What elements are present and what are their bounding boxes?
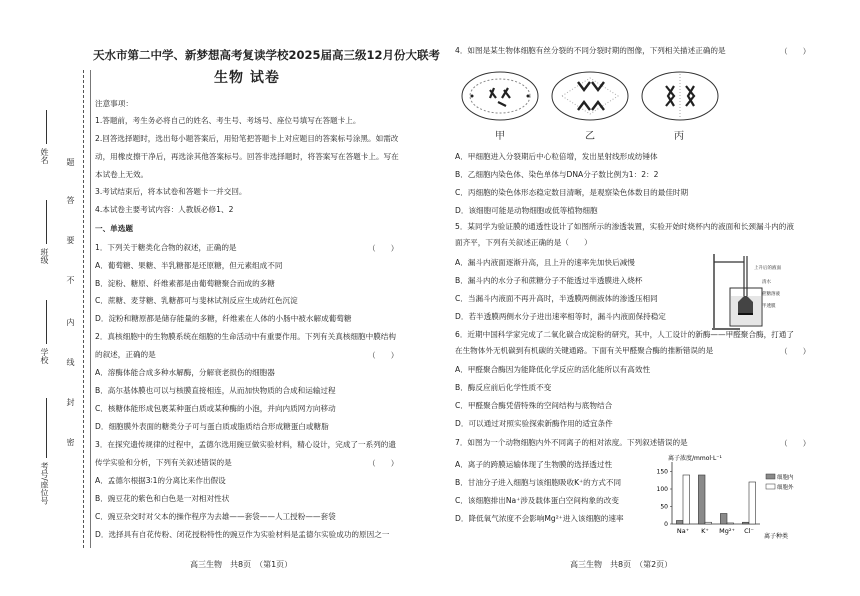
- option-line: B．漏斗内的水分子和蔗糖分子不能透过半透膜进入烧杯: [455, 276, 643, 285]
- chart-x-tick-label: Na⁺: [676, 527, 690, 535]
- class-blank: [46, 200, 47, 244]
- side-label-class: 班级: [40, 248, 49, 264]
- question-line: 传学实验和分析，下列有关叙述错误的是: [95, 458, 232, 467]
- option-line: D．细胞膜外表面的糖类分子可与蛋白质或脂质结合形成糖蛋白或糖脂: [95, 422, 329, 431]
- chart-bar: [742, 522, 749, 524]
- option-line: C．蔗糖、麦芽糖、乳糖都可与斐林试剂反应生成砖红色沉淀: [95, 296, 298, 305]
- seal-char: 题: [66, 158, 75, 166]
- notice-line: 3.考试结束后，将本试卷和答题卡一并交回。: [95, 187, 247, 196]
- cell-yi: [552, 72, 628, 120]
- notice-line: 本试卷上无效。: [95, 170, 149, 179]
- option-line: A．葡萄糖、果糖、半乳糖都是还原糖，但元素组成不同: [95, 261, 283, 270]
- page-footer: 高三生物 共8页 （第1页）: [190, 560, 293, 569]
- notice-line: 2.回答选择题时，选出每小题答案后，用铅笔把答题卡上对应题目的答案标号涂黑。如需改: [95, 134, 399, 143]
- seal-char: 封: [66, 398, 75, 406]
- chart-y-tick-label: 0: [664, 521, 668, 528]
- question-line: 面齐平，下列有关叙述正确的是（ ）: [455, 238, 592, 247]
- chart-x-tick-label: K⁺: [701, 527, 709, 535]
- option-line: C．核糖体能形成包裹某种蛋白质或某种酶的小泡，并向内质网方向移动: [95, 404, 336, 413]
- answer-paren: （ ）: [368, 459, 399, 468]
- notice-title: 注意事项：: [95, 99, 133, 108]
- question-line: 4．如图是某生物体细胞有丝分裂的不同分裂时期的图像，下列相关描述正确的是: [455, 46, 726, 55]
- question-line: 1．下列关于糖类化合物的叙述，正确的是: [95, 243, 237, 252]
- section-heading: 一、单选题: [95, 224, 133, 233]
- side-label-seat: 考号/座位号: [40, 462, 49, 505]
- question-line: 7．如图为一个动物细胞内外不同离子的相对浓度。下列叙述错误的是: [455, 438, 688, 447]
- cell-jia: [462, 72, 538, 120]
- seal-char: 线: [66, 358, 75, 366]
- legend-swatch-inside: [766, 474, 775, 479]
- chart-x-tick-label: Mg²⁺: [719, 527, 735, 535]
- option-line: C．当漏斗内液面不再升高时，半透膜两侧液体的渗透压相同: [455, 294, 658, 303]
- chart-bar: [683, 475, 690, 524]
- option-line: D．可以通过对照实验探索新酶作用的适宜条件: [455, 419, 613, 428]
- option-line: C．丙细胞的染色体形态稳定数目清晰，是观察染色体数目的最佳时期: [455, 188, 689, 197]
- apparatus-label: 清水: [762, 280, 771, 285]
- side-label-name: 姓名: [40, 148, 49, 164]
- chart-ylabel: 离子浓度/mmol·L⁻¹: [668, 455, 722, 462]
- question-line: 2．真核细胞中的生物膜系统在细胞的生命活动中有重要作用。下列有关真核细胞中膜结构: [95, 332, 396, 341]
- seal-char: 不: [66, 276, 75, 284]
- page-footer: 高三生物 共8页 （第2页）: [570, 560, 673, 569]
- exam-title: 天水市第二中学、新梦想高考复读学校2025届高三级12月份大联考: [93, 48, 441, 62]
- chart-y-tick-label: 50: [660, 503, 668, 511]
- option-line: D．选择具有自花传粉、闭花授粉特性的豌豆作为实验材料是孟德尔实验成功的原因之一: [95, 530, 390, 539]
- option-line: B．酶反应前后化学性质不变: [455, 383, 552, 392]
- seal-char: 密: [66, 438, 75, 446]
- apparatus-label: 蔗糖溶液: [762, 292, 780, 297]
- answer-paren: （ ）: [780, 47, 811, 56]
- chart-bar: [749, 482, 756, 524]
- osmosis-apparatus: [710, 248, 770, 332]
- legend-label-outside: 细胞外: [777, 485, 794, 491]
- seat-blank: [46, 398, 47, 458]
- question-line: 在生物体外无机碳到有机碳的关键通路。下面有关甲醛聚合酶的推断错误的是: [455, 346, 714, 355]
- chart-legend: [766, 473, 794, 491]
- answer-paren: （ ）: [368, 244, 399, 253]
- answer-paren: （ ）: [368, 351, 399, 360]
- legend-label-inside: 细胞内: [777, 475, 794, 481]
- option-line: A．离子的跨膜运输体现了生物膜的选择透过性: [455, 460, 613, 469]
- seal-char: 要: [66, 236, 75, 244]
- option-line: D．若半透膜两侧水分子进出速率相等时，漏斗内液面保持稳定: [455, 312, 666, 321]
- legend-swatch-outside: [766, 484, 775, 489]
- cell-bing: [642, 72, 718, 120]
- side-label-school: 学校: [40, 348, 49, 364]
- option-line: A．溶酶体能合成多种水解酶，分解衰老损伤的细胞器: [95, 368, 275, 377]
- figure-label: 甲: [495, 131, 505, 142]
- question-line: 3．在探究遗传规律的过程中，孟德尔选用豌豆做实验材料，精心设计，完成了一系列的遗: [95, 440, 396, 449]
- figure-label: 乙: [585, 131, 595, 142]
- seal-char: 内: [66, 318, 75, 326]
- school-blank: [46, 300, 47, 344]
- binding-line-inner: [90, 70, 91, 548]
- notice-line: 4.本试卷主要考试内容：人教版必修1、2: [95, 205, 234, 214]
- chart-bar: [727, 523, 734, 524]
- chart-y-tick-label: 100: [656, 486, 668, 493]
- option-line: D．该细胞可能是动物细胞或低等植物细胞: [455, 206, 598, 215]
- question-line: 的叙述，正确的是: [95, 350, 156, 359]
- ion-concentration-chart: [648, 452, 804, 542]
- option-line: B．乙细胞内染色体、染色单体与DNA分子数比例为1：2：2: [455, 170, 659, 179]
- question-line: 5．某同学为验证膜的通透性设计了如图所示的渗透装置，实验开始时烧杯内的液面和长颈漏斗内的液: [455, 222, 794, 231]
- seal-char: 答: [66, 196, 75, 204]
- answer-paren: （ ）: [780, 439, 811, 448]
- name-blank: [46, 110, 47, 144]
- option-line: A．漏斗内液面逐渐升高，且上升的速率先加快后减慢: [455, 258, 635, 267]
- option-line: A．甲细胞进入分裂期后中心粒倍增，发出星射线形成纺锤体: [455, 152, 658, 161]
- option-line: C．该细胞排出Na⁺涉及载体蛋白空间构象的改变: [455, 496, 619, 505]
- chart-xlabel: 离子种类: [764, 533, 789, 540]
- option-line: B．豌豆花的紫色和白色是一对相对性状: [95, 494, 230, 503]
- option-line: B．淀粉、糖原、纤维素都是由葡萄糖聚合而成的多糖: [95, 279, 275, 288]
- option-line: D．降低氧气浓度不会影响Mg²⁺进入该细胞的速率: [455, 514, 624, 523]
- option-line: D．淀粉和糖原都是储存能量的多糖，纤维素在人体的小肠中被水解成葡萄糖: [95, 314, 352, 323]
- apparatus-label: 半透膜: [762, 304, 776, 309]
- question-line: 6．近期中国科学家完成了二氧化碳合成淀粉的研究，其中，人工设计的新酶——甲醛聚合酶，打通了: [455, 330, 794, 339]
- notice-line: 动，用橡皮擦干净后，再选涂其他答案标号。回答非选择题时，将答案写在答题卡上。写在: [95, 152, 399, 161]
- option-line: C．甲醛聚合酶凭借特殊的空间结构与底物结合: [455, 401, 613, 410]
- chart-bar: [705, 522, 712, 524]
- chart-bar: [676, 521, 683, 525]
- answer-paren: （ ）: [780, 347, 811, 356]
- option-line: A．甲醛聚合酶因为能降低化学反应的活化能所以有高效性: [455, 365, 651, 374]
- option-line: A．孟德尔根据3∶1的分离比来作出假设: [95, 476, 226, 485]
- chart-x-tick-label: Cl⁻: [744, 527, 754, 535]
- chart-bar: [698, 475, 705, 524]
- option-line: B．甘油分子进入细胞与该细胞吸收K⁺的方式不同: [455, 478, 622, 487]
- figure-label: 丙: [674, 131, 684, 142]
- apparatus-label: 上升后的液面: [754, 266, 781, 271]
- chart-y-tick-label: 150: [656, 468, 668, 476]
- binding-line: [83, 70, 84, 548]
- option-line: B．高尔基体膜也可以与核膜直接相连，从而加快物质的合成和运输过程: [95, 386, 336, 395]
- chart-bar: [720, 514, 727, 525]
- notice-line: 1.答题前，考生务必将自己的姓名、考生号、考场号、座位号填写在答题卡上。: [95, 116, 361, 125]
- option-line: C．豌豆杂交时对父本的操作程序为去雄——套袋——人工授粉——套袋: [95, 512, 336, 521]
- exam-subtitle: 生物 试卷: [214, 70, 280, 86]
